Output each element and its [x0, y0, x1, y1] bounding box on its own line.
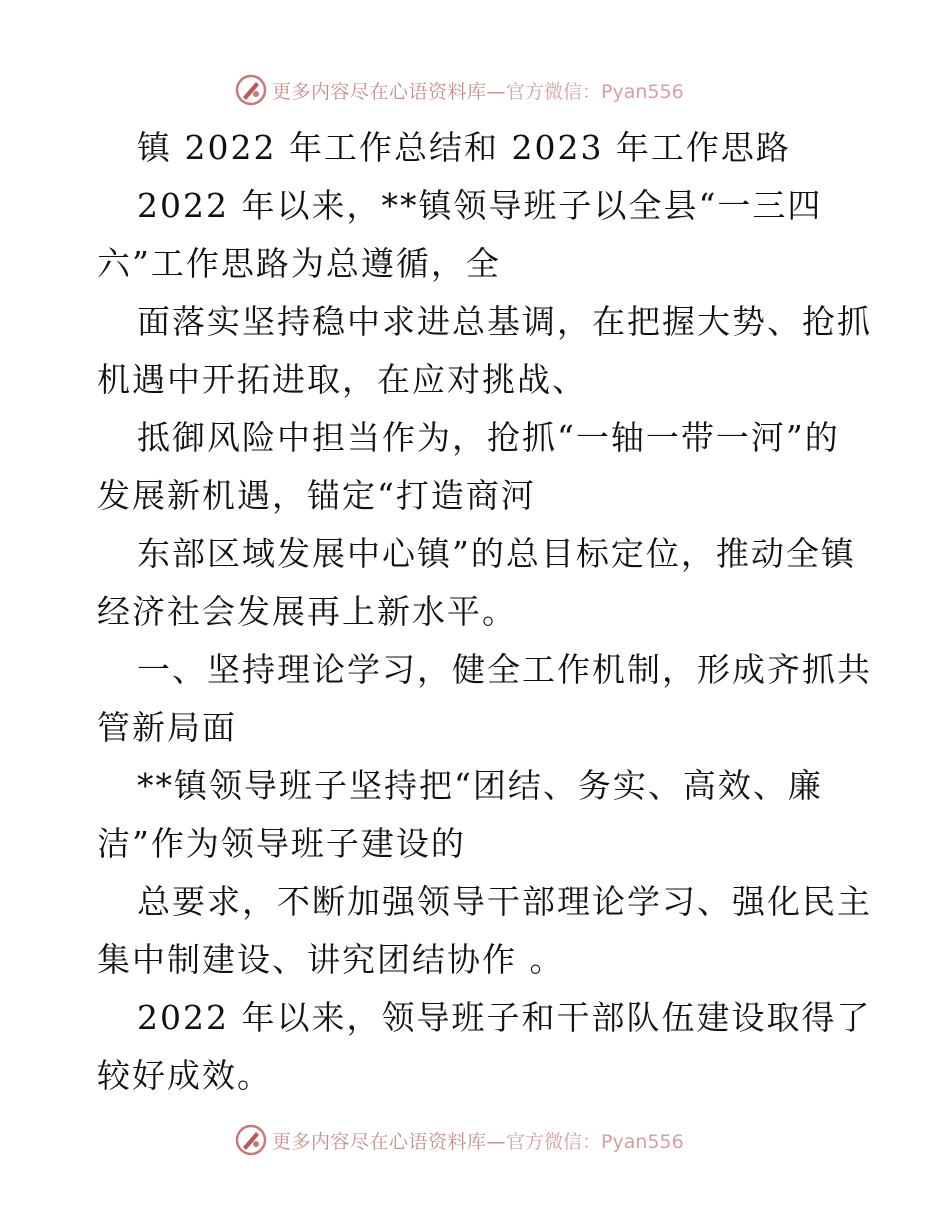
- paragraph-line: 洁”作为领导班子建设的: [97, 824, 466, 863]
- paragraph-line: 经济社会发展再上新水平。: [97, 592, 517, 631]
- paragraph-line: **镇领导班子坚持把“团结、务实、高效、廉: [137, 766, 823, 805]
- paragraph-line: 六”工作思路为总遵循，全: [97, 244, 501, 283]
- paragraph-line: 较好成效。: [97, 1056, 272, 1095]
- paragraph-line: 2022 年以来，领导班子和干部队伍建设取得了: [137, 998, 872, 1037]
- paragraph-line: 集中制建设、讲究团结协作 。: [97, 940, 565, 979]
- paragraph-line: 东部区域发展中心镇”的总目标定位，推动全镇: [137, 534, 856, 573]
- footer-watermark: [234, 1122, 754, 1158]
- watermark-text: 更多内容尽在心语资料库—: [272, 1130, 507, 1153]
- paragraph-line: 抵御风险中担当作为，抢抓“一轴一带一河”的: [137, 418, 840, 457]
- brand-logo-icon: [234, 1123, 268, 1157]
- paragraph-line: 发展新机遇，锚定“打造商河: [97, 476, 536, 515]
- paragraph-line: 面落实坚持稳中求进总基调，在把握大势、抢抓: [137, 302, 872, 341]
- section-heading: 管新局面: [97, 708, 237, 747]
- paragraph-line: 总要求，不断加强领导干部理论学习、强化民主: [137, 882, 872, 921]
- watermark-contact: 官方微信：Pyan556: [506, 1130, 684, 1153]
- watermark-contact: 官方微信：Pyan556: [506, 80, 684, 103]
- paragraph-line: 2022 年以来，**镇领导班子以全县“一三四: [137, 186, 823, 225]
- section-heading: 一、坚持理论学习，健全工作机制，形成齐抓共: [137, 650, 872, 689]
- document-title: 镇 2022 年工作总结和 2023 年工作思路: [137, 128, 791, 167]
- brand-logo-icon: [234, 73, 268, 107]
- paragraph-line: 机遇中开拓进取，在应对挑战、: [97, 360, 587, 399]
- header-watermark: [234, 72, 754, 108]
- watermark-text: 更多内容尽在心语资料库—: [272, 80, 507, 103]
